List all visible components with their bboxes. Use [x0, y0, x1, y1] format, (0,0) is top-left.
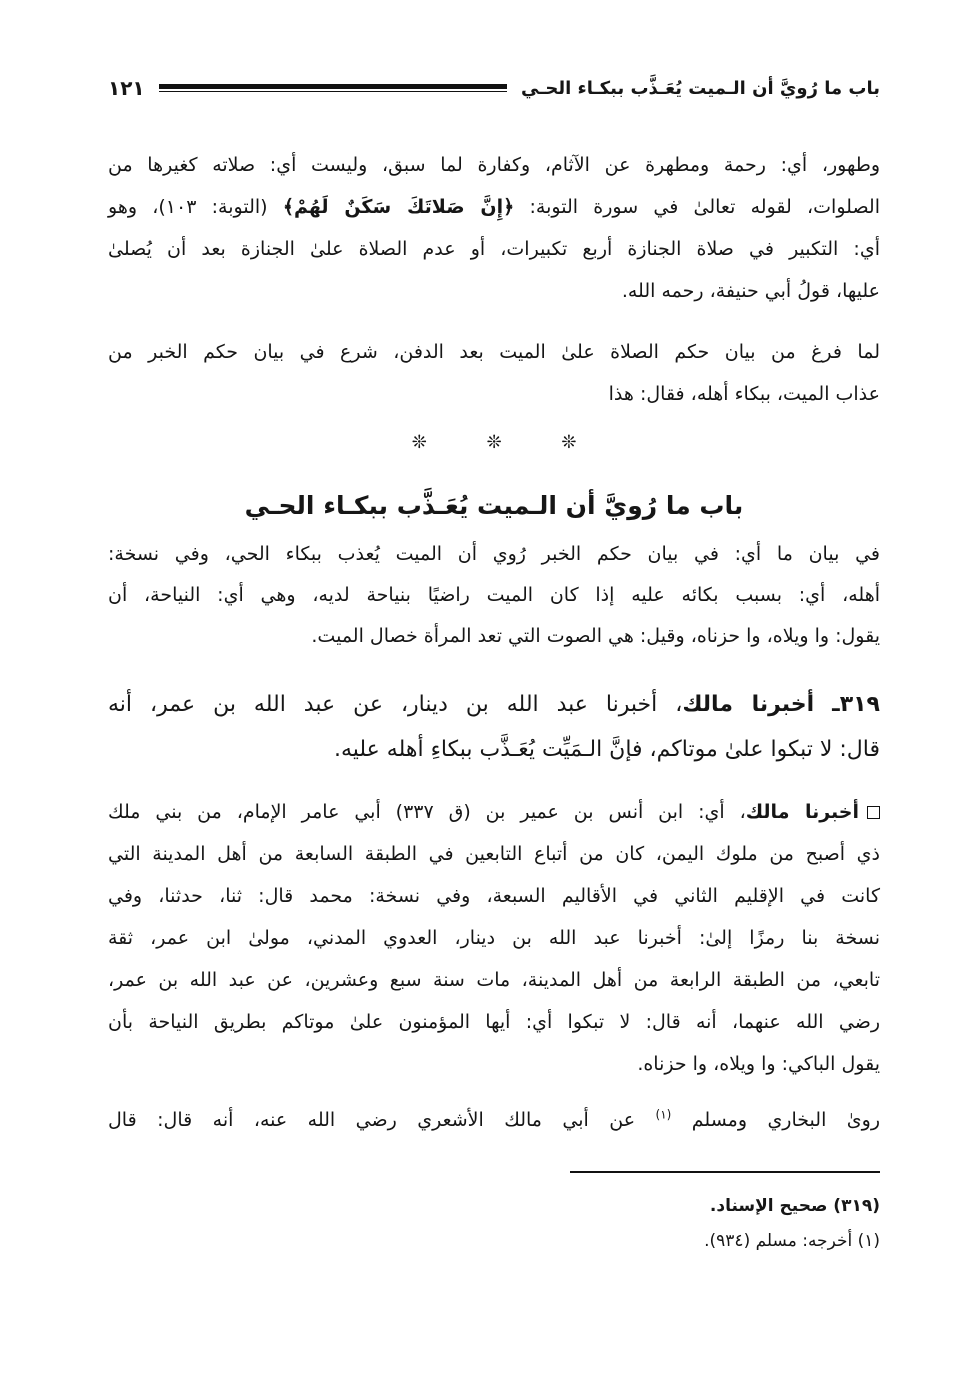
separator-star-icon: ❊: [486, 432, 502, 453]
hadith-lead: أخبرنا مالك: [682, 692, 815, 717]
text-segment: روىٰ البخاري ومسلم: [671, 1109, 881, 1131]
footnotes: [108, 1189, 880, 1259]
commentary-lead: أخبرنا مالك: [745, 801, 860, 823]
text-segment: ، أي: ابن أنس بن عمير بن (ق ٣٣٧) أبي عامر الإمام، من بني ملك: [108, 801, 746, 823]
text-line: يقول الباكي: وا ويلاه، وا حزناه.: [637, 1053, 880, 1075]
text-line: رضي الله عنهما، أنه قال: لا تبكوا أي: أيها المؤمنون علىٰ موتاكم بطريق النياحة بأن: [108, 1011, 880, 1033]
closing-paragraph: [108, 1099, 880, 1141]
text-line: ذي أصبح من ملوك اليمن، كان من أتباع التابعين في الطبقة السابعة من أهل المدينة التي: [108, 843, 880, 865]
square-marker-icon: [867, 806, 880, 819]
separator-star-icon: ❊: [411, 432, 427, 453]
hadith-text: [108, 682, 880, 772]
footnote-reference: (١): [655, 1107, 672, 1122]
chapter-explanation: [108, 534, 880, 657]
separator-star-icon: ❊: [561, 432, 577, 453]
chapter-heading: باب ما رُويَّ أن الـميت يُعَـذَّب ببكـاء الحـي: [244, 491, 744, 520]
intro-paragraph: [108, 144, 880, 312]
text-segment: (التوبة: ١٠٣)، وهو: [108, 196, 283, 218]
page-body: [108, 144, 880, 1259]
commentary: [108, 791, 880, 1085]
text-line: تابعي، من الطبقة الرابعة من أهل المدينة، مات سنة سبع وعشرين، عن عبد الله بن عمر،: [108, 969, 880, 991]
text-line: نسخة بنا رمزًا إلىٰ: أخبرنا عبد الله بن دينار، العدوي المدني، مولىٰ ابن عمر، ثقة: [108, 927, 880, 949]
header-rule: [159, 84, 507, 93]
text-line: [108, 186, 880, 228]
header-rule-thin: [159, 91, 507, 93]
text-line: وطهور، أي: رحمة ومطهرة عن الآثام، وكفارة لما سبق، وليست أي: صلاته كغيرها من: [108, 154, 880, 176]
text-line: [108, 682, 880, 727]
text-line: كانت في الإقليم الثاني في الأقاليم السبعة، وفي نسخة: محمد قال: ثنا، حدثنا، وفي: [108, 885, 880, 907]
text-line: يقول: وا ويلاه، وا حزناه، وقيل: هي الصوت التي تعد المرأة خصال الميت.: [311, 625, 880, 647]
text-segment: عن أبي مالك الأشعري رضي الله عنه، أنه قال: قال: [108, 1109, 656, 1131]
footnote: (١) أخرجه: مسلم (٩٣٤).: [704, 1230, 880, 1251]
text-line: أهله، أي: بسبب بكائه عليه إذا كان الميت راضيًا بنياحة لديه، وهي أي: النياحة، أن: [108, 584, 880, 606]
transition-paragraph: [108, 331, 880, 415]
quran-verse: ﴿إِنَّ صَلاتَكَ سَكَنٌ لَهُمْ﴾: [282, 196, 515, 218]
section-separator: [108, 425, 880, 461]
running-title: باب ما رُويَّ أن الـميت يُعَـذَّب ببكـاء الحـي: [520, 77, 880, 99]
page-number: ١٢١: [108, 76, 145, 100]
text-line: لما فرغ من بيان حكم الصلاة علىٰ الميت بعد الدفن، شرع في بيان حكم الخبر من: [108, 341, 880, 363]
footnote-rule: [570, 1171, 880, 1173]
text-segment: الصلوات، لقوله تعالىٰ في سورة التوبة:: [514, 196, 880, 218]
footnote: (٣١٩) صحيح الإسناد.: [709, 1195, 880, 1216]
text-line: أي: التكبير في صلاة الجنازة أربع تكبيرات، أو عدم الصلاة علىٰ الجنازة بعد أن يُصلىٰ: [108, 238, 880, 260]
running-header: [108, 68, 880, 108]
text-line: [108, 1099, 880, 1141]
text-line: في بيان ما أي: في بيان حكم الخبر رُوي أن الميت يُعذب ببكاء الحي، وفي نسخة:: [108, 543, 880, 565]
text-segment: ، أخبرنا عبد الله بن دينار، عن عبد الله بن عمر، أنه: [108, 692, 683, 717]
text-line: [108, 791, 880, 833]
hadith-number: ٣١٩ـ: [832, 692, 880, 717]
header-rule-thick: [159, 84, 507, 89]
text-line: عذاب الميت، ببكاء أهله، فقال: هذا: [608, 383, 880, 405]
text-line: قال: لا تبكوا علىٰ موتاكم، فإنَّ الـمَيِّت يُعَـذَّب ببكاءِ أهله عليه.: [333, 737, 880, 762]
text-line: عليها، قولُ أبي حنيفة، رحمه الله.: [621, 280, 880, 302]
